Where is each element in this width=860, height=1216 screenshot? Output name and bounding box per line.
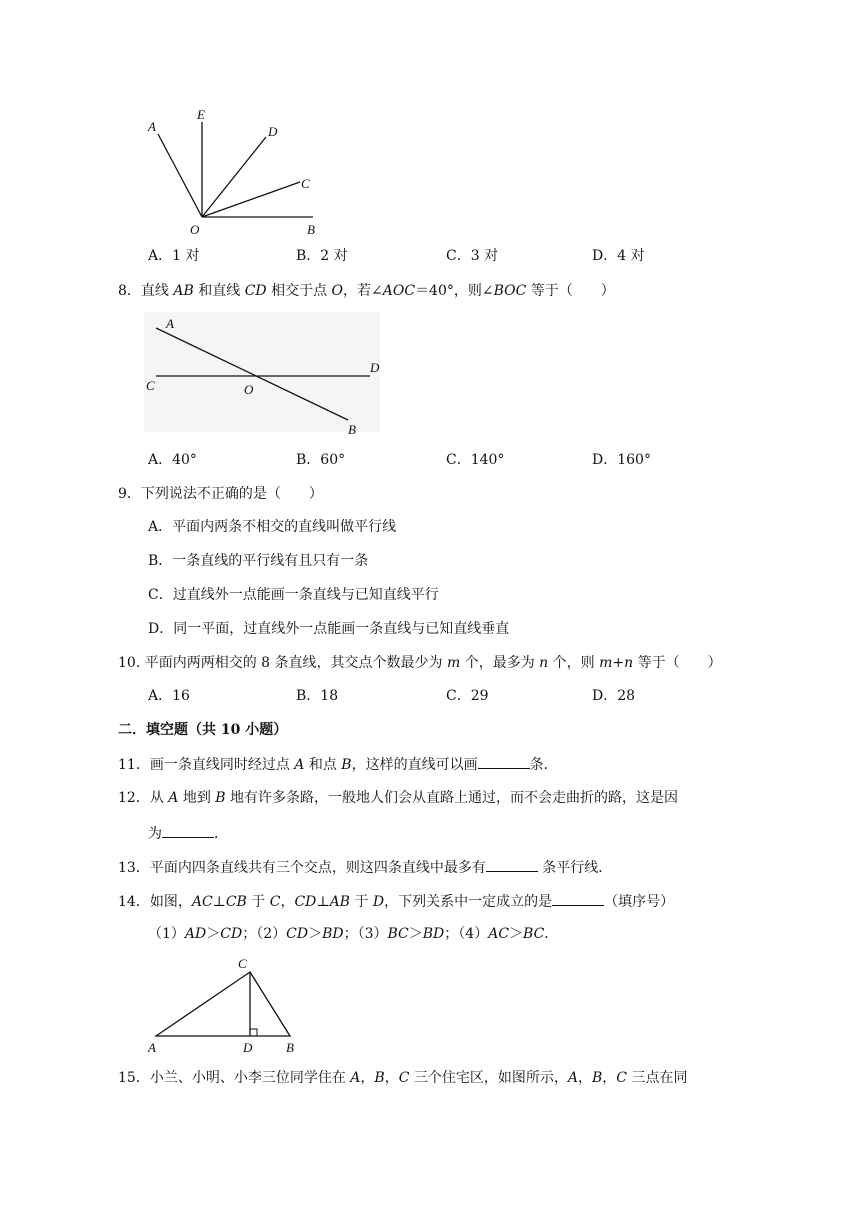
label-A: A: [148, 119, 156, 134]
answer-blank[interactable]: [478, 754, 530, 769]
label-D: D: [268, 124, 278, 139]
q9-option-d[interactable]: D．同一平面，过直线外一点能画一条直线与已知直线垂直: [148, 621, 510, 637]
figure-bg: [144, 312, 380, 432]
q8-option-a[interactable]: A．40°: [148, 452, 197, 468]
right-angle-mark: [250, 1029, 257, 1036]
figure-q14-right-triangle: [140, 952, 310, 1062]
section-heading-fill-in: 二．填空题（共 10 小题）: [118, 722, 288, 738]
label-C: C: [146, 378, 155, 393]
q10-option-b[interactable]: B．18: [296, 688, 339, 704]
q7-option-b[interactable]: B．2 对: [296, 248, 348, 264]
label-B: B: [348, 422, 356, 436]
q8-option-c[interactable]: C．140°: [446, 452, 505, 468]
q9-option-b[interactable]: B．一条直线的平行线有且只有一条: [148, 553, 369, 569]
q10-question: 10. 平面内两两相交的 8 条直线，其交点个数最少为 m 个，最多为 n 个，则 m+n 等于（ ）: [118, 655, 722, 671]
label-D: D: [243, 1040, 253, 1055]
q10-option-d[interactable]: D．28: [592, 688, 636, 704]
q14-question-line1: 14．如图，AC⊥CB 于 C，CD⊥AB 于 D，下列关系中一定成立的是 （填序号）: [118, 891, 674, 912]
q15-question: 15．小兰、小明、小李三位同学住在 A，B，C 三个住宅区，如图所示，A，B，C 三点在同: [118, 1070, 688, 1086]
label-O: O: [190, 222, 200, 237]
q8-question: 8．直线 AB 和直线 CD 相交于点 O，若∠AOC＝40°，则∠BOC 等于（ ）: [118, 283, 615, 299]
label-E: E: [197, 107, 205, 122]
label-B: B: [286, 1040, 294, 1055]
q9-option-c[interactable]: C．过直线外一点能画一条直线与已知直线平行: [148, 587, 439, 603]
q13-question: 13．平面内四条直线共有三个交点，则这四条直线中最多有 条平行线．: [118, 857, 612, 878]
label-B: B: [307, 222, 315, 237]
label-C: C: [301, 176, 310, 191]
figure-q7-angles: [140, 100, 330, 240]
q10-option-c[interactable]: C．29: [446, 688, 489, 704]
q7-option-c[interactable]: C．3 对: [446, 248, 499, 264]
q11-question: 11．画一条直线同时经过点 A 和点 B，这样的直线可以画 条．: [118, 754, 558, 775]
answer-blank[interactable]: [486, 857, 538, 872]
q8-option-d[interactable]: D．160°: [592, 452, 651, 468]
q9-option-a[interactable]: A．平面内两条不相交的直线叫做平行线: [148, 519, 397, 535]
q12-question-line2: 为 ．: [148, 823, 228, 844]
answer-blank[interactable]: [162, 823, 214, 838]
ray-OA: [158, 134, 202, 217]
q7-option-a[interactable]: A．1 对: [148, 248, 200, 264]
q14-question-line2: （1）AD＞CD；（2）CD＞BD；（3）BC＞BD；（4）AC＞BC．: [148, 926, 559, 942]
q7-option-d[interactable]: D．4 对: [592, 248, 645, 264]
label-C: C: [238, 956, 247, 971]
q8-option-b[interactable]: B．60°: [296, 452, 346, 468]
triangle-ABC: [156, 972, 290, 1036]
label-A: A: [148, 1040, 156, 1055]
q10-option-a[interactable]: A．16: [148, 688, 190, 704]
label-O: O: [244, 382, 254, 397]
figure-q8-intersecting-lines: [140, 310, 390, 436]
q12-question-line1: 12．从 A 地到 B 地有许多条路，一般地人们会从直路上通过，而不会走曲折的路，这是因: [118, 790, 679, 806]
answer-blank[interactable]: [552, 891, 604, 906]
label-A: A: [166, 316, 174, 331]
label-D: D: [370, 360, 380, 375]
q9-question: 9．下列说法不正确的是（ ）: [118, 486, 323, 502]
